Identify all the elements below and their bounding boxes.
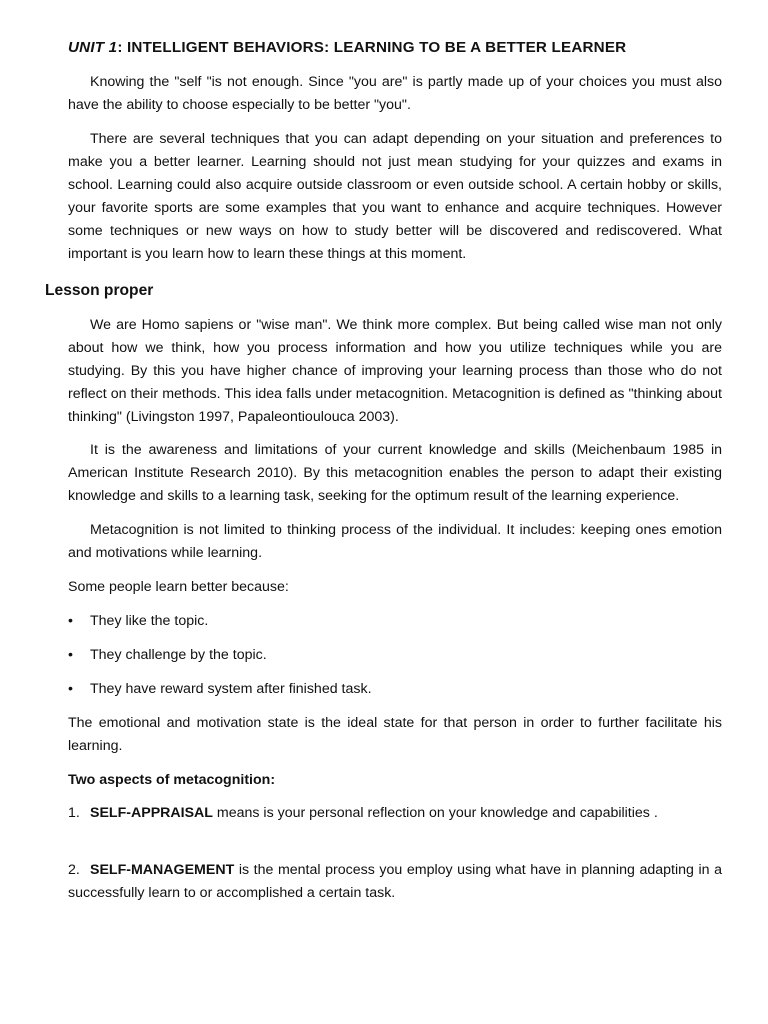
- lesson-paragraph-3: Metacognition is not limited to thinking process of the individual. It includes: keeping ones emotion and motivations while learning.: [68, 522, 722, 561]
- list-item: [68, 678, 722, 701]
- aspect-item-self-appraisal: [68, 802, 722, 825]
- intro-paragraph-1: Knowing the "self "is not enough. Since "you are" is partly made up of your choices you must also have the ability to choose especially to be better "you".: [68, 74, 722, 113]
- bullet-text: They challenge by the topic.: [90, 647, 267, 663]
- unit-label: UNIT 1: [68, 39, 118, 56]
- aspect-item-self-management: [68, 859, 722, 905]
- lesson-paragraph-2: It is the awareness and limitations of your current knowledge and skills (Meichenbaum 1985 in American Institute Research 2010). By this metacognition enables the person to adapt their existing knowledge and skills to a learning task, seeking for the optimum result of the learning experience.: [68, 442, 722, 504]
- bullet-icon: •: [68, 681, 73, 697]
- intro-paragraph-2: There are several techniques that you can adapt depending on your situation and preferences to make you a better learner. Learning should not just mean studying for your quizzes and exams in school. Learning could also acquire outside classroom or even outside school. A certain hobby or skills, your favorite sports are some examples that you want to enhance and acquire techniques. However some techniques or new ways on how to study better will be discovered and rediscovered. What important is you learn how to learn these things at this moment.: [68, 131, 722, 262]
- list-item: [68, 610, 722, 633]
- aspect-description: means is your personal reflection on your knowledge and capabilities .: [212, 805, 658, 821]
- document-title: [68, 37, 728, 59]
- title-text: : INTELLIGENT BEHAVIORS: LEARNING TO BE A BETTER LEARNER: [117, 39, 627, 56]
- aspect-term: SELF-MANAGEMENT: [90, 862, 235, 878]
- bullet-icon: •: [68, 647, 73, 663]
- aspects-heading: Two aspects of metacognition:: [68, 772, 276, 788]
- aspect-description: is the mental process you employ using what have in planning adapting in a successfully learn to or accomplished a certain task.: [68, 862, 722, 901]
- bullet-icon: •: [68, 613, 73, 629]
- lesson-paragraph-1: We are Homo sapiens or "wise man". We think more complex. But being called wise man not only about how we think, how you process information and how you utilize techniques while you are studying. By this you have higher chance of improving your learning process than those who do not reflect on their methods. This idea falls under metacognition. Metacognition is defined as "thinking about thinking" (Livingston 1997, Papaleontioulouca 2003).: [68, 317, 722, 425]
- lesson-proper-heading: Lesson proper: [45, 282, 154, 299]
- lesson-paragraph-5: The emotional and motivation state is the ideal state for that person in order to further facilitate his learning.: [68, 715, 722, 754]
- aspect-number: 2.: [68, 862, 80, 878]
- list-item: [68, 644, 722, 667]
- aspect-number: 1.: [68, 805, 80, 821]
- bullet-text: They have reward system after finished task.: [90, 681, 372, 697]
- aspect-term: SELF-APPRAISAL: [90, 805, 213, 821]
- bullet-text: They like the topic.: [90, 613, 209, 629]
- lesson-paragraph-4: Some people learn better because:: [68, 579, 289, 595]
